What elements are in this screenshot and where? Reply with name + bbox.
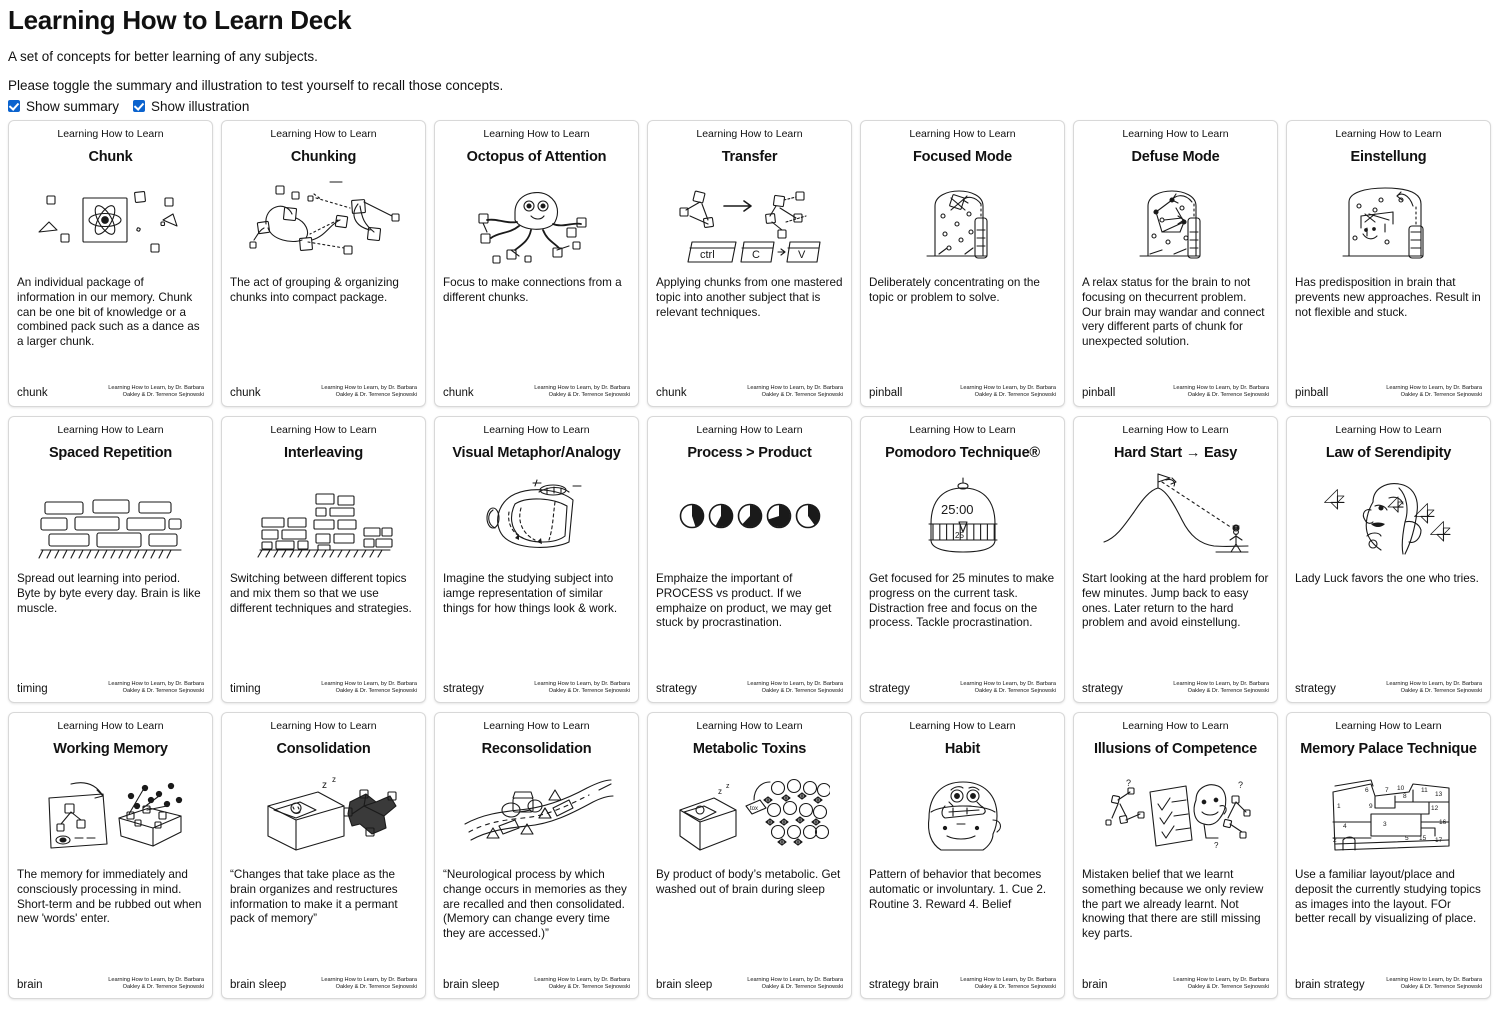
- flashcard[interactable]: [1073, 416, 1278, 703]
- card-attribution: Learning How to Learn, by Dr. Barbara Oakley & Dr. Terrence Sejnowski: [1386, 976, 1482, 991]
- card-attribution: Learning How to Learn, by Dr. Barbara Oakley & Dr. Terrence Sejnowski: [321, 680, 417, 695]
- card-title: Working Memory: [53, 741, 168, 758]
- card-title: Metabolic Toxins: [692, 741, 807, 758]
- flashcard[interactable]: [1073, 712, 1278, 999]
- card-summary: An individual package of information in our memory. Chunk can be one bit of knowledge or a combined pack such as a dance as a larger chunk.: [17, 275, 200, 349]
- svg-text:1: 1: [1336, 802, 1341, 810]
- five-pie-timers-icon: [656, 466, 843, 566]
- card-footer: [443, 977, 630, 992]
- card-deck-name: Learning How to Learn: [1122, 423, 1229, 436]
- card-title: Hard Start → Easy: [1113, 445, 1238, 462]
- toggle-instruction: Please toggle the summary and illustration to test yourself to recall those concepts.: [8, 77, 504, 93]
- card-deck-name: Learning How to Learn: [909, 127, 1016, 140]
- svg-text:?: ?: [1237, 779, 1243, 790]
- magnet-field-icon: [443, 466, 630, 566]
- card-footer: [656, 681, 843, 696]
- svg-text:16: 16: [1438, 818, 1446, 826]
- card-attribution: Learning How to Learn, by Dr. Barbara Oakley & Dr. Terrence Sejnowski: [534, 976, 630, 991]
- card-attribution: Learning How to Learn, by Dr. Barbara Oakley & Dr. Terrence Sejnowski: [747, 976, 843, 991]
- card-summary: “Neurological process by which change occurs in memories as they are recalled and then consolidated. (Memory can change every time they are accessed.)”: [443, 867, 627, 941]
- svg-text:z: z: [717, 786, 722, 796]
- svg-text:13: 13: [1434, 790, 1442, 798]
- card-title: Octopus of Attention: [466, 149, 607, 166]
- linked-nodes-network-icon: [230, 170, 417, 270]
- flashcard[interactable]: [860, 712, 1065, 999]
- card-tag[interactable]: brain sleep: [443, 978, 500, 991]
- checkbox-checked-icon[interactable]: [133, 100, 145, 112]
- card-title: Memory Palace Technique: [1300, 741, 1477, 758]
- svg-text:11: 11: [1420, 786, 1428, 794]
- card-summary: Use a familiar layout/place and deposit the currently studying topics as images into the layout. FOr better recall by visualizing of place.: [1295, 867, 1481, 926]
- flashcard[interactable]: [221, 120, 426, 407]
- card-deck-name: Learning How to Learn: [270, 719, 377, 732]
- card-title: Visual Metaphor/Analogy: [452, 445, 621, 462]
- card-title: Transfer: [721, 149, 778, 166]
- card-footer: [230, 977, 417, 992]
- road-construction-roller-icon: [443, 762, 630, 862]
- card-footer: [656, 977, 843, 992]
- card-deck-name: Learning How to Learn: [483, 719, 590, 732]
- flashcard[interactable]: [1073, 120, 1278, 407]
- svg-text:9: 9: [1368, 802, 1373, 810]
- flashcard[interactable]: [647, 712, 852, 999]
- flashcard[interactable]: [860, 416, 1065, 703]
- flashcard[interactable]: [434, 712, 639, 999]
- card-attribution: Learning How to Learn, by Dr. Barbara Oakley & Dr. Terrence Sejnowski: [1173, 680, 1269, 695]
- card-attribution: Learning How to Learn, by Dr. Barbara Oakley & Dr. Terrence Sejnowski: [321, 976, 417, 991]
- card-summary: Emphaize the important of PROCESS vs product. If we emphaize on product, we may get stuck by procrastination.: [656, 571, 832, 630]
- card-summary: Get focused for 25 minutes to make progress on the current task. Distraction free and focus on the process. Tackle procrastination.: [869, 571, 1055, 630]
- floor-plan-numbered-rooms-icon: [1295, 762, 1482, 862]
- card-footer: [443, 681, 630, 696]
- card-tag[interactable]: strategy brain: [869, 978, 939, 991]
- brick-wall-spread-icon: [17, 466, 204, 566]
- card-title: Einstellung: [1350, 149, 1427, 166]
- card-attribution: Learning How to Learn, by Dr. Barbara Oakley & Dr. Terrence Sejnowski: [321, 384, 417, 399]
- card-tag[interactable]: pinball: [1082, 386, 1116, 399]
- card-summary: “Changes that take place as the brain organizes and restructures information to make it a permant pack of memory”: [230, 867, 398, 926]
- card-footer: [17, 385, 204, 400]
- card-footer: [17, 681, 204, 696]
- card-footer: [869, 385, 1056, 400]
- svg-text:C: C: [751, 248, 760, 261]
- card-deck-name: Learning How to Learn: [696, 719, 803, 732]
- card-tag[interactable]: timing: [230, 682, 261, 695]
- flashcard[interactable]: [434, 120, 639, 407]
- svg-text:?: ?: [1213, 840, 1218, 850]
- toggle-label-show-illustration[interactable]: Show illustration: [151, 98, 250, 114]
- svg-text:7: 7: [1384, 786, 1389, 794]
- svg-text:z: z: [331, 774, 336, 784]
- flashcard[interactable]: [860, 120, 1065, 407]
- card-attribution: Learning How to Learn, by Dr. Barbara Oakley & Dr. Terrence Sejnowski: [108, 384, 204, 399]
- card-title: Defuse Mode: [1131, 149, 1220, 166]
- toggle-controls: [8, 99, 1495, 114]
- card-attribution: Learning How to Learn, by Dr. Barbara Oakley & Dr. Terrence Sejnowski: [534, 680, 630, 695]
- toggle-label-show-summary[interactable]: Show summary: [26, 98, 120, 114]
- svg-text:4: 4: [1342, 822, 1347, 830]
- card-summary: Imagine the studying subject into iamge representation of similar things for how things look & work.: [443, 571, 618, 615]
- card-deck-name: Learning How to Learn: [1122, 719, 1229, 732]
- svg-text:5: 5: [1404, 834, 1409, 842]
- flashcard[interactable]: [8, 120, 213, 407]
- card-summary: Spread out learning into period. Byte by byte every day. Brain is like muscle.: [17, 571, 201, 615]
- pinball-machine-diffuse-icon: [1082, 170, 1269, 270]
- card-footer: [230, 385, 417, 400]
- svg-text:17: 17: [1434, 836, 1442, 844]
- svg-text:tox: tox: [749, 805, 758, 812]
- card-summary: A relax status for the brain to not focusing on thecurrent problem. Our brain may wandar and connect very different parts of chunk for unexpected solution.: [1082, 275, 1265, 349]
- card-footer: [1082, 681, 1269, 696]
- card-tag[interactable]: brain: [1082, 978, 1108, 991]
- whiteboard-and-box-icon: [17, 762, 204, 862]
- flashcard[interactable]: [1286, 120, 1491, 407]
- card-tag[interactable]: timing: [17, 682, 48, 695]
- card-summary: Lady Luck favors the one who tries.: [1295, 571, 1479, 585]
- svg-text:15: 15: [1418, 834, 1426, 842]
- kitchen-timer-25-icon: [869, 466, 1056, 566]
- card-summary: By product of body’s metabolic. Get washed out of brain during sleep: [656, 867, 841, 896]
- card-deck-name: Learning How to Learn: [483, 127, 590, 140]
- card-title: Illusions of Competence: [1094, 741, 1257, 758]
- svg-text:25: 25: [954, 530, 964, 540]
- card-attribution: Learning How to Learn, by Dr. Barbara Oakley & Dr. Terrence Sejnowski: [1386, 384, 1482, 399]
- bed-with-toxin-bubbles-icon: [656, 762, 843, 862]
- card-tag[interactable]: strategy: [1295, 682, 1336, 695]
- card-attribution: Learning How to Learn, by Dr. Barbara Oakley & Dr. Terrence Sejnowski: [1386, 680, 1482, 695]
- card-tag[interactable]: pinball: [1295, 386, 1329, 399]
- svg-text:25:00: 25:00: [940, 501, 974, 517]
- checkbox-checked-icon[interactable]: [8, 100, 20, 112]
- card-deck-name: Learning How to Learn: [1122, 127, 1229, 140]
- card-deck-name: Learning How to Learn: [270, 423, 377, 436]
- card-summary: Focus to make connections from a different chunks.: [443, 275, 622, 304]
- svg-text:2: 2: [1332, 836, 1337, 844]
- octopus-icon: [443, 170, 630, 270]
- flashcard[interactable]: [8, 416, 213, 703]
- flashcard[interactable]: [647, 120, 852, 407]
- card-summary: The memory for immediately and consciously processing in mind. Short-term and be rubbed out when new 'words' enter.: [17, 867, 202, 926]
- card-attribution: Learning How to Learn, by Dr. Barbara Oakley & Dr. Terrence Sejnowski: [960, 680, 1056, 695]
- card-summary: Mistaken belief that we learnt something because we only review the part we already learnt. Not knowing that there are still missing key parts.: [1082, 867, 1264, 941]
- card-tag[interactable]: strategy: [656, 682, 697, 695]
- flashcard[interactable]: [221, 416, 426, 703]
- lady-luck-clover-icon: [1295, 466, 1482, 566]
- card-footer: [443, 385, 630, 400]
- svg-text:10: 10: [1396, 784, 1404, 792]
- card-footer: [1295, 385, 1482, 400]
- pinball-machine-focused-icon: [869, 170, 1056, 270]
- card-summary: Applying chunks from one mastered topic into another subject that is relevant techniques.: [656, 275, 843, 319]
- card-title: Chunk: [88, 149, 133, 166]
- flashcard[interactable]: [1286, 416, 1491, 703]
- card-tag[interactable]: pinball: [869, 386, 903, 399]
- card-attribution: Learning How to Learn, by Dr. Barbara Oakley & Dr. Terrence Sejnowski: [960, 976, 1056, 991]
- card-attribution: Learning How to Learn, by Dr. Barbara Oakley & Dr. Terrence Sejnowski: [747, 384, 843, 399]
- bed-sleeping-and-chunk-icon: [230, 762, 417, 862]
- card-footer: [1295, 977, 1482, 992]
- card-title: Chunking: [290, 149, 357, 166]
- svg-text:?: ?: [1125, 777, 1131, 788]
- card-summary: Has predisposition in brain that prevents new approaches. Result in not flexible and stuck.: [1295, 275, 1481, 319]
- flashcard[interactable]: [221, 712, 426, 999]
- card-footer: [1295, 681, 1482, 696]
- card-tag[interactable]: brain: [17, 978, 43, 991]
- card-title: Pomodoro Technique®: [885, 445, 1040, 462]
- card-title: Process > Product: [687, 445, 812, 462]
- card-title: Reconsolidation: [481, 741, 592, 758]
- card-deck-name: Learning How to Learn: [909, 423, 1016, 436]
- card-attribution: Learning How to Learn, by Dr. Barbara Oakley & Dr. Terrence Sejnowski: [108, 680, 204, 695]
- card-deck-name: Learning How to Learn: [696, 423, 803, 436]
- svg-text:8: 8: [1402, 792, 1407, 800]
- svg-text:3: 3: [1382, 820, 1387, 828]
- svg-text:z: z: [321, 779, 327, 791]
- card-attribution: Learning How to Learn, by Dr. Barbara Oakley & Dr. Terrence Sejnowski: [108, 976, 204, 991]
- card-title: Interleaving: [284, 445, 363, 462]
- card-deck-name: Learning How to Learn: [1335, 127, 1442, 140]
- pinball-machine-blocked-icon: [1295, 170, 1482, 270]
- card-attribution: Learning How to Learn, by Dr. Barbara Oakley & Dr. Terrence Sejnowski: [747, 680, 843, 695]
- card-title: Consolidation: [276, 741, 371, 758]
- card-footer: [869, 681, 1056, 696]
- card-title: Spaced Repetition: [48, 445, 173, 462]
- card-deck-name: Learning How to Learn: [57, 127, 164, 140]
- card-footer: [1082, 385, 1269, 400]
- card-title: Focused Mode: [912, 149, 1013, 166]
- card-attribution: Learning How to Learn, by Dr. Barbara Oakley & Dr. Terrence Sejnowski: [1173, 976, 1269, 991]
- card-tag[interactable]: brain strategy: [1295, 978, 1365, 991]
- card-attribution: Learning How to Learn, by Dr. Barbara Oakley & Dr. Terrence Sejnowski: [960, 384, 1056, 399]
- atom-in-square-with-scattered-nodes-icon: [17, 170, 204, 270]
- card-deck-name: Learning How to Learn: [696, 127, 803, 140]
- flashcard[interactable]: [434, 416, 639, 703]
- card-summary: Pattern of behavior that becomes automatic or involuntary. 1. Cue 2. Routine 3. Reward 4. Belief: [869, 867, 1047, 911]
- card-tag[interactable]: strategy: [443, 682, 484, 695]
- card-attribution: Learning How to Learn, by Dr. Barbara Oakley & Dr. Terrence Sejnowski: [534, 384, 630, 399]
- card-tag[interactable]: brain sleep: [230, 978, 287, 991]
- card-summary: Start looking at the hard problem for few minutes. Jump back to easy ones. Later return to the hard problem and avoid einstellung.: [1082, 571, 1269, 630]
- card-footer: [230, 681, 417, 696]
- card-footer: [656, 385, 843, 400]
- card-tag[interactable]: chunk: [656, 386, 687, 399]
- svg-text:6: 6: [1364, 786, 1369, 794]
- card-deck-name: Learning How to Learn: [1335, 719, 1442, 732]
- card-tag[interactable]: chunk: [230, 386, 261, 399]
- card-deck-name: Learning How to Learn: [270, 127, 377, 140]
- mountain-flag-climber-icon: [1082, 466, 1269, 566]
- card-title: Habit: [944, 741, 981, 758]
- card-title: Law of Serendipity: [1325, 445, 1452, 462]
- card-tag[interactable]: brain sleep: [656, 978, 713, 991]
- card-deck-name: Learning How to Learn: [57, 719, 164, 732]
- card-footer: [17, 977, 204, 992]
- card-tag[interactable]: strategy: [869, 682, 910, 695]
- ctrl-c-v-keys-transfer-icon: [656, 170, 843, 270]
- card-summary: Switching between different topics and mix them so that we use different techniques and strategies.: [230, 571, 412, 615]
- svg-text:12: 12: [1430, 804, 1438, 812]
- flashcard[interactable]: [1286, 712, 1491, 999]
- page-title: Learning How to Learn Deck: [8, 5, 352, 35]
- card-tag[interactable]: chunk: [17, 386, 48, 399]
- svg-text:z: z: [725, 782, 729, 790]
- card-deck-name: Learning How to Learn: [57, 423, 164, 436]
- svg-text:V: V: [797, 248, 805, 261]
- card-attribution: Learning How to Learn, by Dr. Barbara Oakley & Dr. Terrence Sejnowski: [1173, 384, 1269, 399]
- checklist-smiling-face-icon: [1082, 762, 1269, 862]
- card-tag[interactable]: chunk: [443, 386, 474, 399]
- card-summary: Deliberately concentrating on the topic or problem to solve.: [869, 275, 1040, 304]
- card-deck-name: Learning How to Learn: [909, 719, 1016, 732]
- card-footer: [869, 977, 1056, 992]
- card-grid: [8, 120, 1495, 999]
- card-footer: [1082, 977, 1269, 992]
- brick-wall-clusters-icon: [230, 466, 417, 566]
- card-summary: The act of grouping & organizing chunks into compact package.: [230, 275, 399, 304]
- flashcard[interactable]: [647, 416, 852, 703]
- card-deck-name: Learning How to Learn: [1335, 423, 1442, 436]
- zombie-head-autopilot-icon: [869, 762, 1056, 862]
- flashcard[interactable]: [8, 712, 213, 999]
- card-tag[interactable]: strategy: [1082, 682, 1123, 695]
- svg-text:ctrl: ctrl: [699, 248, 715, 261]
- page-intro: A set of concepts for better learning of any subjects.: [8, 48, 318, 64]
- card-deck-name: Learning How to Learn: [483, 423, 590, 436]
